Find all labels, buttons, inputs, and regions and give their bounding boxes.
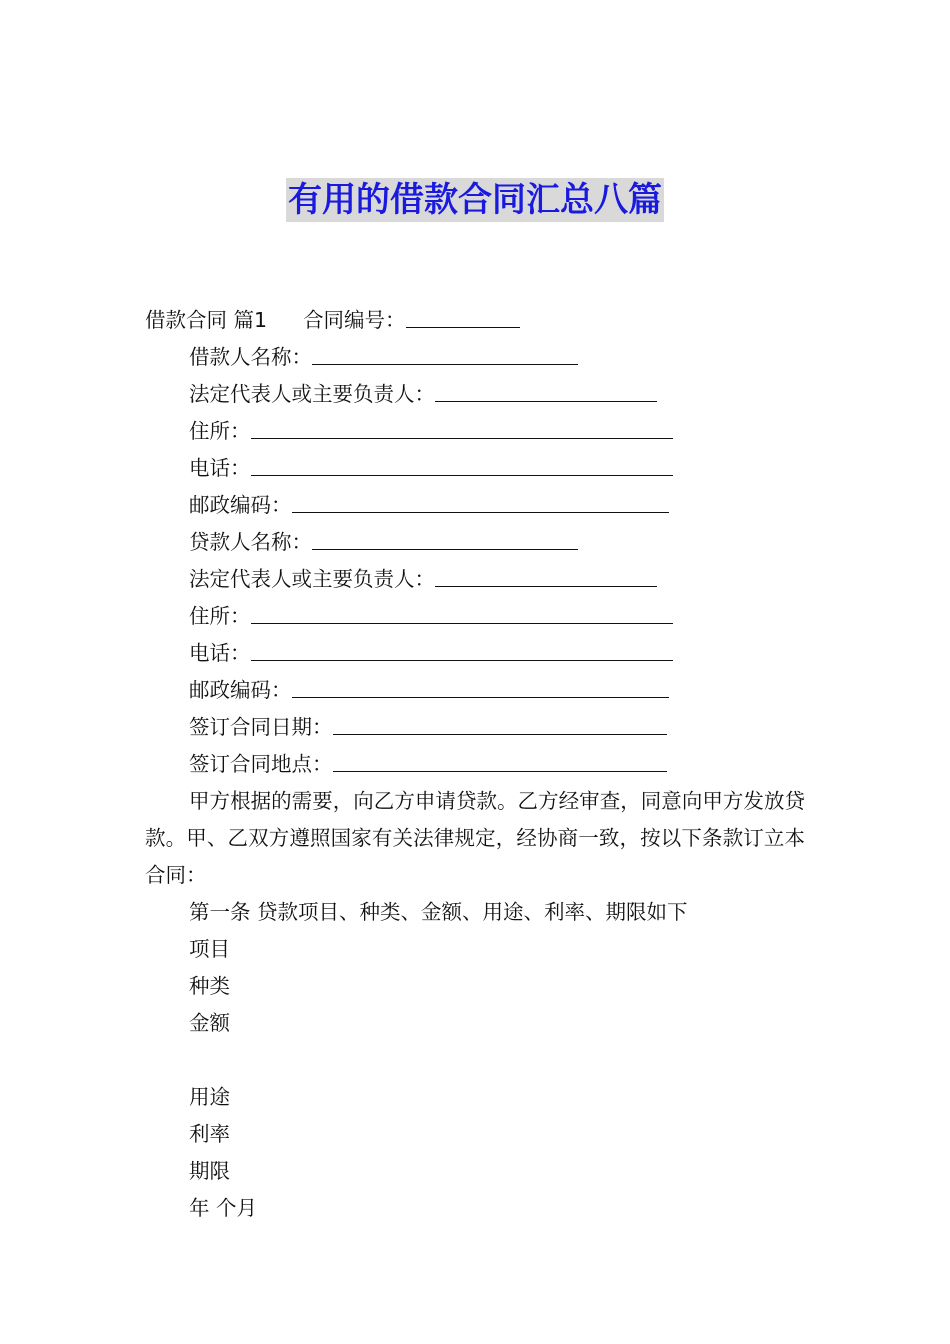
- contract-number-blank[interactable]: [406, 303, 520, 328]
- field-label: 电话：: [189, 641, 251, 665]
- field-blank[interactable]: [251, 414, 673, 439]
- field-blank[interactable]: [333, 747, 667, 772]
- field-blank[interactable]: [251, 636, 673, 661]
- intro-paragraph: 甲方根据的需要，向乙方申请贷款。乙方经审查，同意向甲方发放贷款。甲、乙双方遵照国家有关法律规定，经协商一致，按以下条款订立本合同：: [145, 789, 805, 887]
- field-blank[interactable]: [435, 562, 657, 587]
- field-label: 住所：: [189, 604, 251, 628]
- field-lender-phone: [145, 635, 805, 672]
- document-title: 有用的借款合同汇总八篇: [288, 180, 662, 220]
- field-blank[interactable]: [251, 599, 673, 624]
- field-label: 借款人名称：: [189, 345, 312, 369]
- field-borrower-name: [145, 339, 805, 376]
- field-label: 邮政编码：: [189, 493, 292, 517]
- field-blank[interactable]: [435, 377, 657, 402]
- field-lender-address: [145, 598, 805, 635]
- blank-line: [145, 1042, 805, 1079]
- item-years-months: 年 个月: [189, 1196, 258, 1220]
- field-blank[interactable]: [312, 340, 578, 365]
- field-borrower-phone: [145, 450, 805, 487]
- field-blank[interactable]: [333, 710, 667, 735]
- field-blank[interactable]: [251, 451, 673, 476]
- article-1: 第一条 贷款项目、种类、金额、用途、利率、期限如下: [189, 900, 688, 924]
- field-lender-postcode: [145, 672, 805, 709]
- field-sign-place: [145, 746, 805, 783]
- field-borrower-address: [145, 413, 805, 450]
- item-purpose: 用途: [189, 1085, 230, 1109]
- header-line: [145, 302, 805, 339]
- field-lender-name: [145, 524, 805, 561]
- item-amount: 金额: [189, 1011, 230, 1035]
- contract-number-label: 合同编号：: [303, 308, 406, 332]
- field-label: 电话：: [189, 456, 251, 480]
- field-label: 法定代表人或主要负责人：: [189, 567, 435, 591]
- item-project: 项目: [189, 937, 230, 961]
- section-label: 借款合同 篇1: [145, 308, 268, 332]
- contract-body: [145, 302, 805, 1227]
- field-label: 邮政编码：: [189, 678, 292, 702]
- field-label: 签订合同地点：: [189, 752, 333, 776]
- field-borrower-postcode: [145, 487, 805, 524]
- field-borrower-representative: [145, 376, 805, 413]
- title-container: [0, 178, 950, 222]
- item-type: 种类: [189, 974, 230, 998]
- field-label: 贷款人名称：: [189, 530, 312, 554]
- field-sign-date: [145, 709, 805, 746]
- field-lender-representative: [145, 561, 805, 598]
- field-blank[interactable]: [312, 525, 578, 550]
- field-blank[interactable]: [292, 673, 669, 698]
- field-label: 住所：: [189, 419, 251, 443]
- field-label: 签订合同日期：: [189, 715, 333, 739]
- item-term: 期限: [189, 1159, 230, 1183]
- item-rate: 利率: [189, 1122, 230, 1146]
- field-label: 法定代表人或主要负责人：: [189, 382, 435, 406]
- field-blank[interactable]: [292, 488, 669, 513]
